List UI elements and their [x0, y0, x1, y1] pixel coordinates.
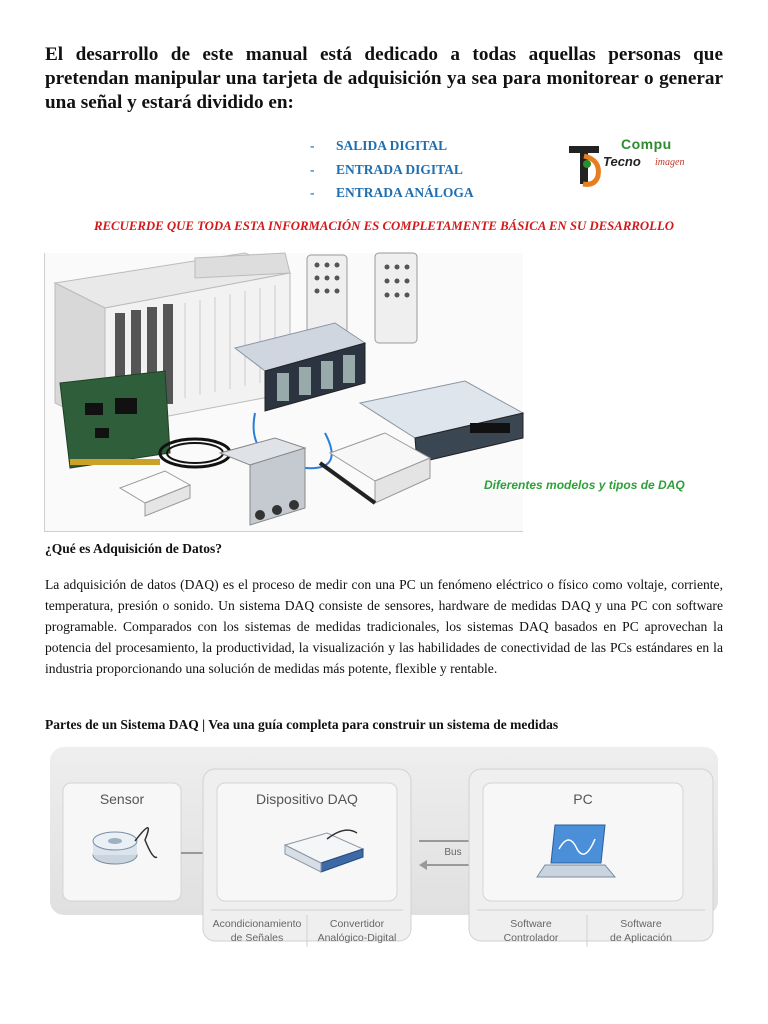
section-list: [310, 134, 474, 205]
logo-text-imagen: imagen: [655, 157, 685, 168]
app-software-label-2: de Aplicación: [610, 932, 672, 944]
adc-label-1: Convertidor: [329, 918, 385, 930]
compu-tecno-logo: [565, 136, 701, 188]
section-entrada-digital: ENTRADA DIGITAL: [336, 161, 463, 177]
daq-device-label: Dispositivo DAQ: [256, 791, 358, 807]
signal-conditioning-label-2: de Señales: [230, 932, 284, 944]
question-heading: ¿Qué es Adquisición de Datos?: [45, 541, 223, 556]
photo-caption: Diferentes modelos y tipos de DAQ: [484, 478, 685, 492]
logo-text-tecno: Tecno: [603, 154, 641, 169]
list-dash: -: [310, 138, 315, 153]
intro-paragraph: El desarrollo de este manual está dedicado a todas aquellas personas que pretendan manipular una tarjeta de adquisición ya sea para monitorear o generar una señal y estará dividido en:: [45, 44, 723, 113]
driver-software-label-2: Controlador: [503, 932, 559, 944]
daq-hardware-illustration: [45, 253, 523, 531]
list-item: [310, 134, 474, 158]
logo-text-compu: Compu: [621, 136, 672, 152]
daq-devices-photo: [44, 253, 685, 532]
daq-system-diagram: [45, 745, 723, 950]
section-entrada-analoga: ENTRADA ANÁLOGA: [336, 185, 474, 200]
sensor-label: Sensor: [99, 791, 145, 807]
app-software-label-1: Software: [620, 918, 662, 930]
warning-note: RECUERDE QUE TODA ESTA INFORMACIÓN ES COMPLETAMENTE BÁSICA EN SU DESARROLLO: [93, 219, 675, 233]
bus-label: Bus: [444, 847, 462, 858]
signal-conditioning-label-1: Acondicionamiento: [212, 918, 302, 930]
daq-definition-paragraph: La adquisición de datos (DAQ) es el proceso de medir con una PC un fenómeno eléctrico o físico como voltaje, corriente, temperatura, presión o sonido. Un sistema DAQ consiste de sensores, hardware de medidas DAQ y una PC con software programable. Comparados con los sistemas de medidas tradicionales, los sistemas DAQ basados en PC aprovechan la potencia del procesamiento, la productividad, la visualización y las habilidades de conectividad de las PCs estándares en la industria proporcionando una solución de medidas más potente, flexible y rentable.: [45, 577, 723, 676]
list-dash: -: [310, 185, 315, 200]
list-item: [310, 181, 474, 205]
list-dash: -: [310, 161, 315, 177]
driver-software-label-1: Software: [510, 918, 552, 930]
pc-label: PC: [573, 791, 593, 807]
section-salida-digital: SALIDA DIGITAL: [336, 138, 448, 153]
list-item: [310, 158, 474, 182]
daq-parts-heading: Partes de un Sistema DAQ | Vea una guía completa para construir un sistema de medidas: [45, 717, 559, 732]
adc-label-2: Analógico-Digital: [317, 932, 397, 944]
